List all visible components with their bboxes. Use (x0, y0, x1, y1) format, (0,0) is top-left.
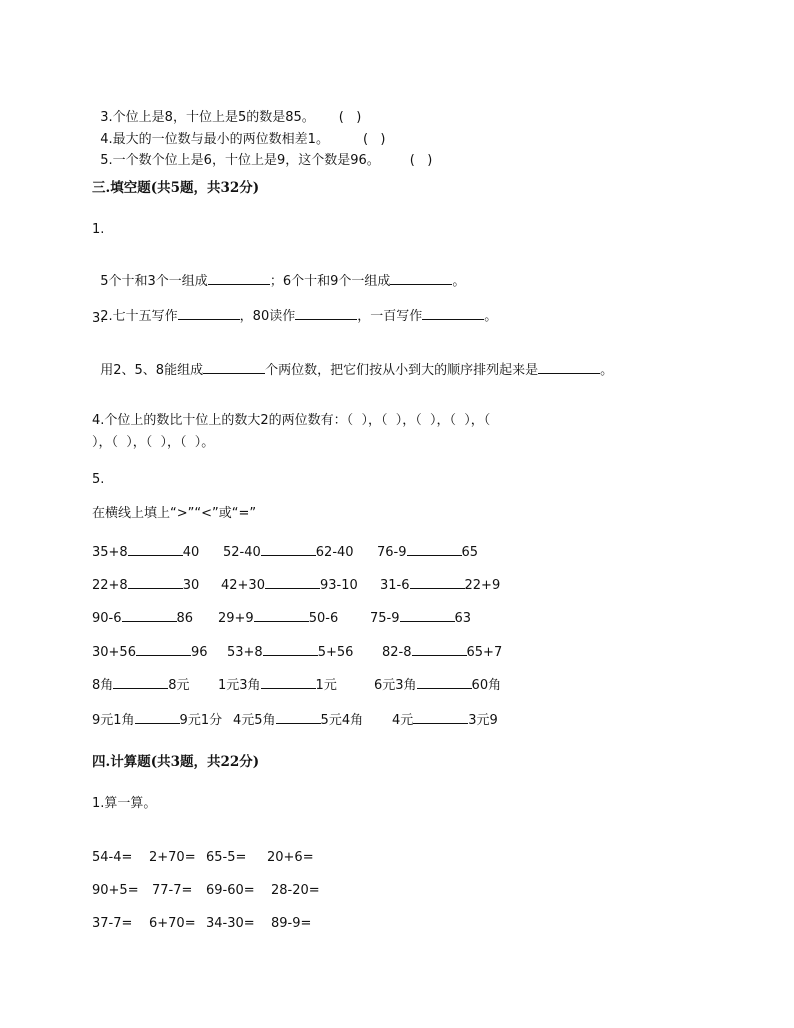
answer-blank[interactable] (276, 711, 321, 724)
answer-blank[interactable] (128, 576, 183, 589)
answer-blank[interactable] (122, 609, 177, 622)
judge-item-text: 3.个位上是8，十位上是5的数是85。 (100, 110, 315, 125)
answer-bracket[interactable]: ( ) (409, 153, 433, 168)
compare-item (92, 676, 190, 694)
compare-item (218, 676, 337, 694)
compare-right: 8元 (168, 678, 190, 693)
calc-item: 2+70= (149, 850, 196, 865)
compare-right: 93-10 (319, 578, 358, 593)
calc-item: 37-7= (92, 916, 133, 931)
compare-left: 30+56 (92, 645, 136, 660)
calc-item: 28-20= (271, 883, 320, 898)
compare-right: 3元9 (468, 713, 498, 728)
answer-blank[interactable] (390, 272, 452, 285)
q2-part-c: ，一百写作 (357, 309, 423, 324)
compare-left: 90-6 (92, 611, 122, 626)
compare-item (218, 609, 338, 627)
q1-part-a: 5个十和3个一组成 (100, 274, 208, 289)
judge-item-text: 4.最大的一位数与最小的两位数相差1。 (100, 132, 329, 147)
q3-part-b: 个两位数，把它们按从小到大的顺序排列起来是 (265, 363, 539, 378)
answer-blank[interactable] (417, 676, 472, 689)
calc-item: 34-30= (206, 916, 255, 931)
compare-left: 29+9 (218, 611, 254, 626)
compare-right: 86 (176, 611, 194, 626)
compare-left: 53+8 (227, 645, 263, 660)
q2-end: 。 (484, 309, 498, 324)
compare-item (92, 576, 199, 594)
compare-left: 52-40 (223, 545, 261, 560)
compare-item (221, 576, 358, 594)
compare-item (223, 543, 354, 561)
answer-blank[interactable] (136, 643, 191, 656)
q1-part-b: 6个十和9个一组成 (282, 274, 391, 289)
answer-bracket[interactable]: ( ) (338, 110, 362, 125)
answer-blank[interactable] (178, 307, 240, 320)
q1-end: 。 (452, 274, 466, 289)
compare-left: 35+8 (92, 545, 128, 560)
answer-blank[interactable] (410, 576, 465, 589)
calc-item: 89-9= (271, 916, 312, 931)
q2-part-a: 2.七十五写作 (100, 309, 178, 324)
compare-item (374, 676, 501, 694)
compare-right: 22+9 (464, 578, 501, 593)
judge-item-5 (92, 137, 432, 169)
compare-right: 5+56 (317, 645, 354, 660)
compare-item (392, 711, 498, 729)
answer-blank[interactable] (295, 307, 357, 320)
compare-item (382, 643, 502, 661)
q1-sep: ； (269, 274, 283, 289)
answer-blank[interactable] (400, 609, 455, 622)
q5-number: 5. (92, 472, 105, 487)
q1-number: 1. (92, 222, 105, 237)
compare-right: 5元4角 (320, 713, 364, 728)
compare-item (92, 543, 199, 561)
compare-item (92, 609, 193, 627)
section3-heading: 三.填空题(共5题，共32分) (92, 180, 260, 196)
compare-item (92, 643, 208, 661)
compare-right: 30 (182, 578, 200, 593)
compare-right: 65 (461, 545, 479, 560)
answer-blank[interactable] (254, 609, 309, 622)
q3-end: 。 (600, 363, 614, 378)
q3-part-a: 用2、5、8能组成 (100, 363, 204, 378)
compare-item (227, 643, 353, 661)
answer-blank[interactable] (412, 643, 467, 656)
answer-blank[interactable] (422, 307, 484, 320)
calc-item: 90+5= (92, 883, 139, 898)
compare-right: 62-40 (315, 545, 354, 560)
q3-content (92, 345, 613, 379)
q3-number: 3. (92, 311, 105, 326)
compare-right: 50-6 (308, 611, 339, 626)
compare-left: 4元5角 (233, 713, 276, 728)
answer-blank[interactable] (135, 711, 180, 724)
calc-item: 6+70= (149, 916, 196, 931)
answer-blank[interactable] (203, 361, 265, 374)
q1-content (92, 256, 465, 290)
compare-right: 9元1分 (179, 713, 223, 728)
compare-left: 76-9 (377, 545, 407, 560)
compare-left: 6元3角 (374, 678, 417, 693)
compare-left: 22+8 (92, 578, 128, 593)
q5-instruction: 在横线上填上“>”“<”或“=” (92, 506, 257, 521)
answer-blank[interactable] (538, 361, 600, 374)
calc-title: 1.算一算。 (92, 796, 157, 811)
compare-item (377, 543, 478, 561)
answer-blank[interactable] (407, 543, 462, 556)
compare-left: 9元1角 (92, 713, 135, 728)
calc-item: 65-5= (206, 850, 247, 865)
compare-left: 42+30 (221, 578, 265, 593)
compare-left: 82-8 (382, 645, 412, 660)
compare-item (370, 609, 471, 627)
compare-right: 96 (190, 645, 208, 660)
answer-blank[interactable] (261, 543, 316, 556)
answer-blank[interactable] (261, 676, 316, 689)
answer-blank[interactable] (128, 543, 183, 556)
answer-blank[interactable] (263, 643, 318, 656)
answer-blank[interactable] (265, 576, 320, 589)
compare-left: 4元 (392, 713, 414, 728)
compare-right: 1元 (315, 678, 337, 693)
calc-item: 20+6= (267, 850, 314, 865)
compare-item (92, 711, 222, 729)
compare-item (233, 711, 363, 729)
compare-right: 65+7 (466, 645, 503, 660)
answer-bracket[interactable]: ( ) (362, 132, 386, 147)
judge-item-text: 5.一个数个位上是6，十位上是9，这个数是96。 (100, 153, 380, 168)
compare-right: 40 (182, 545, 200, 560)
answer-blank[interactable] (413, 711, 468, 724)
compare-left: 31-6 (380, 578, 410, 593)
q2-part-b: ，80读作 (239, 309, 296, 324)
q4-line-2: ），（ ），（ ），（ ）。 (92, 435, 215, 450)
compare-right: 63 (454, 611, 472, 626)
calc-item: 77-7= (152, 883, 193, 898)
answer-blank[interactable] (208, 272, 270, 285)
compare-item (380, 576, 500, 594)
calc-item: 69-60= (206, 883, 255, 898)
answer-blank[interactable] (113, 676, 168, 689)
compare-right: 60角 (471, 678, 502, 693)
section4-heading: 四.计算题(共3题，共22分) (92, 754, 260, 770)
q4-line-1: 4.个位上的数比十位上的数大2的两位数有：（ ），（ ），（ ），（ ），（ (92, 413, 491, 428)
q2-content (92, 291, 497, 325)
compare-left: 75-9 (370, 611, 400, 626)
calc-item: 54-4= (92, 850, 133, 865)
compare-left: 1元3角 (218, 678, 261, 693)
compare-left: 8角 (92, 678, 114, 693)
